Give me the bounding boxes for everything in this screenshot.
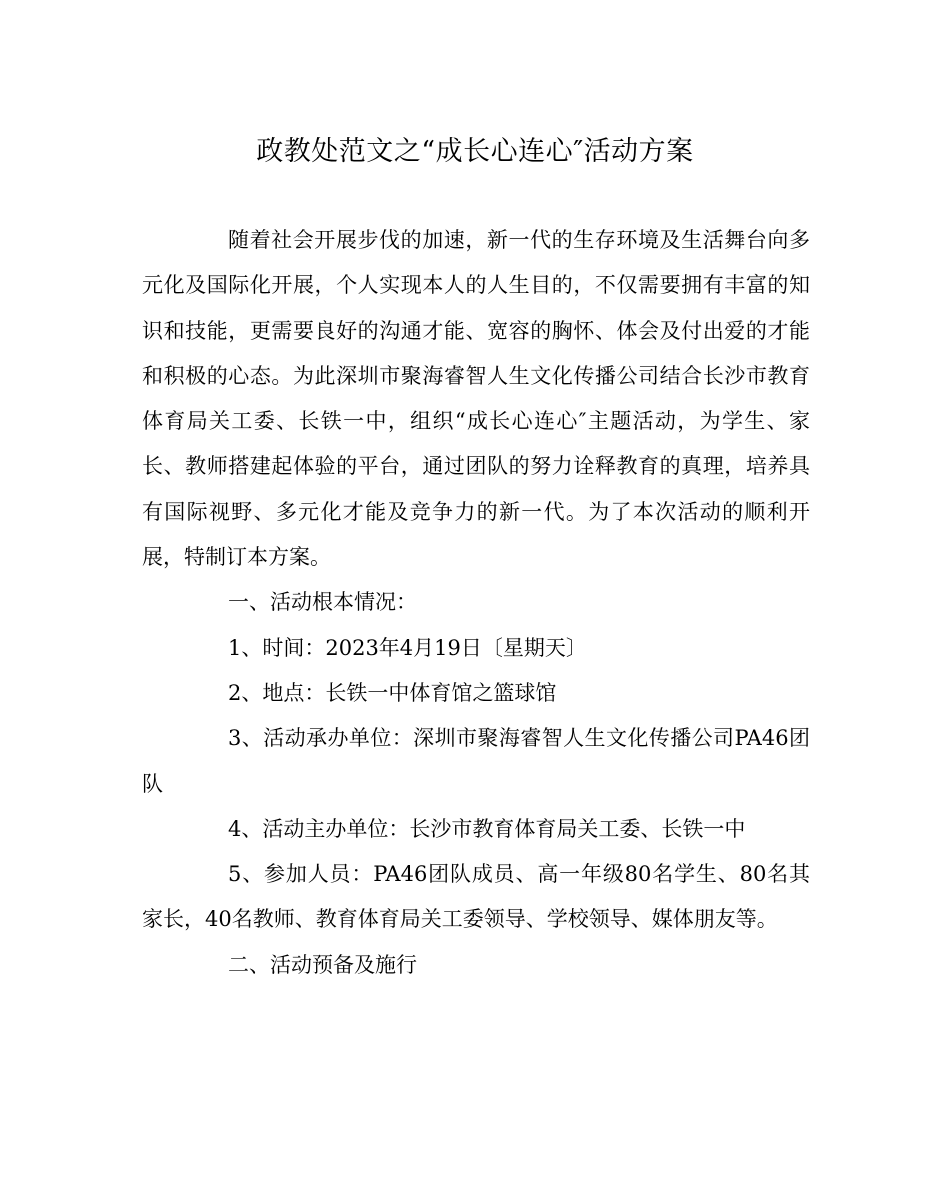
item-organizer: 3、活动承办单位：深圳市聚海睿智人生文化传播公司PA46团队: [142, 726, 810, 796]
item-time: 1、时间：2023年4月19日〔星期天〕: [228, 635, 587, 660]
item-participants: 5、参加人员：PA46团队成员、高一年级80名学生、80名其家长，40名教师、教育体育局关工委领导、学校领导、媒体朋友等。: [142, 862, 810, 932]
document-title: 政教处范文之“成长心连心″活动方案: [256, 136, 694, 167]
intro-paragraph: 随着社会开展步伐的加速，新一代的生存环境及生活舞台向多元化及国际化开展，个人实现本人的人生目的，不仅需要拥有丰富的知识和技能，更需要良好的沟通才能、宽容的胸怀、体会及付出爱的才能和积极的心态。为此深圳市聚海睿智人生文化传播公司结合长沙市教育体育局关工委、长铁一中，组织“成长心连心″主题活动，为学生、家长、教师搭建起体验的平台，通过团队的努力诠释教育的真理，培养具有国际视野、多元化才能及竞争力的新一代。为了本次活动的顺利开展，特制订本方案。: [142, 228, 810, 570]
section-heading-preparation: 二、活动预备及施行: [228, 952, 417, 977]
section-heading-basic-info: 一、活动根本情况：: [228, 590, 417, 615]
document-body: [142, 218, 810, 988]
item-host: 4、活动主办单位：长沙市教育体育局关工委、长铁一中: [228, 816, 746, 841]
item-location: 2、地点：长铁一中体育馆之篮球馆: [228, 680, 557, 705]
